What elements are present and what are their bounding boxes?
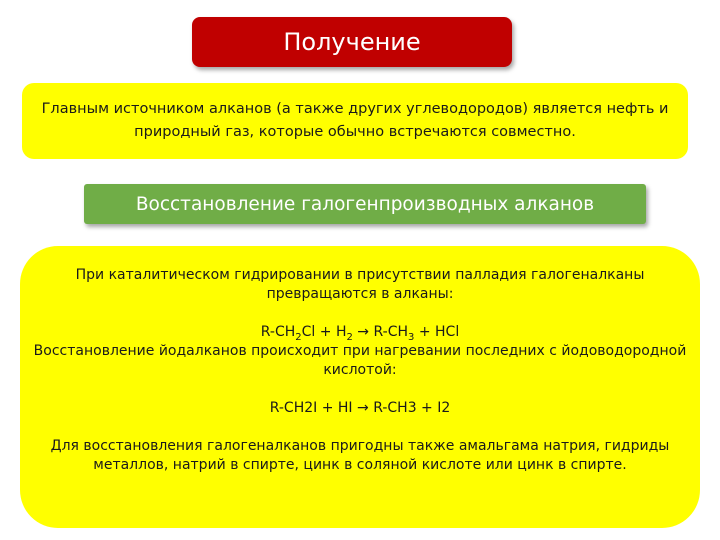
reaction-equation-2: R-CH2I + HI → R-CH3 + I2 [269, 400, 451, 416]
paragraph-iodoalkanes: Восстановление йодалканов происходит при нагревании последних с йодоводородной кислотой: [33, 343, 687, 378]
paragraph-reducing-agents: Для восстановления галогеналканов пригодны также амальгама натрия, гидриды металлов, натрий в спирте, цинк в соляной кислоте или цинк в спирте. [50, 438, 670, 473]
intro-text: Главным источником алканов (а также других углеводородов) является нефть и природный газ, которые обычно встречаются совместно. [41, 101, 669, 140]
section-title: Восстановление галогенпроизводных алканов [135, 193, 595, 215]
intro-box [22, 83, 688, 159]
title-banner [192, 17, 512, 67]
slide-title: Получение [283, 28, 421, 56]
content-box [20, 246, 700, 528]
reaction-equation-1: $R-CH_2Cl + H_2 \to R-CH_3$ + HCl [260, 324, 460, 343]
section-banner [84, 184, 646, 224]
paragraph-hydrogenation: При каталитическом гидрировании в присутствии палладия галогеналканы превращаются в алканы: [75, 267, 645, 302]
